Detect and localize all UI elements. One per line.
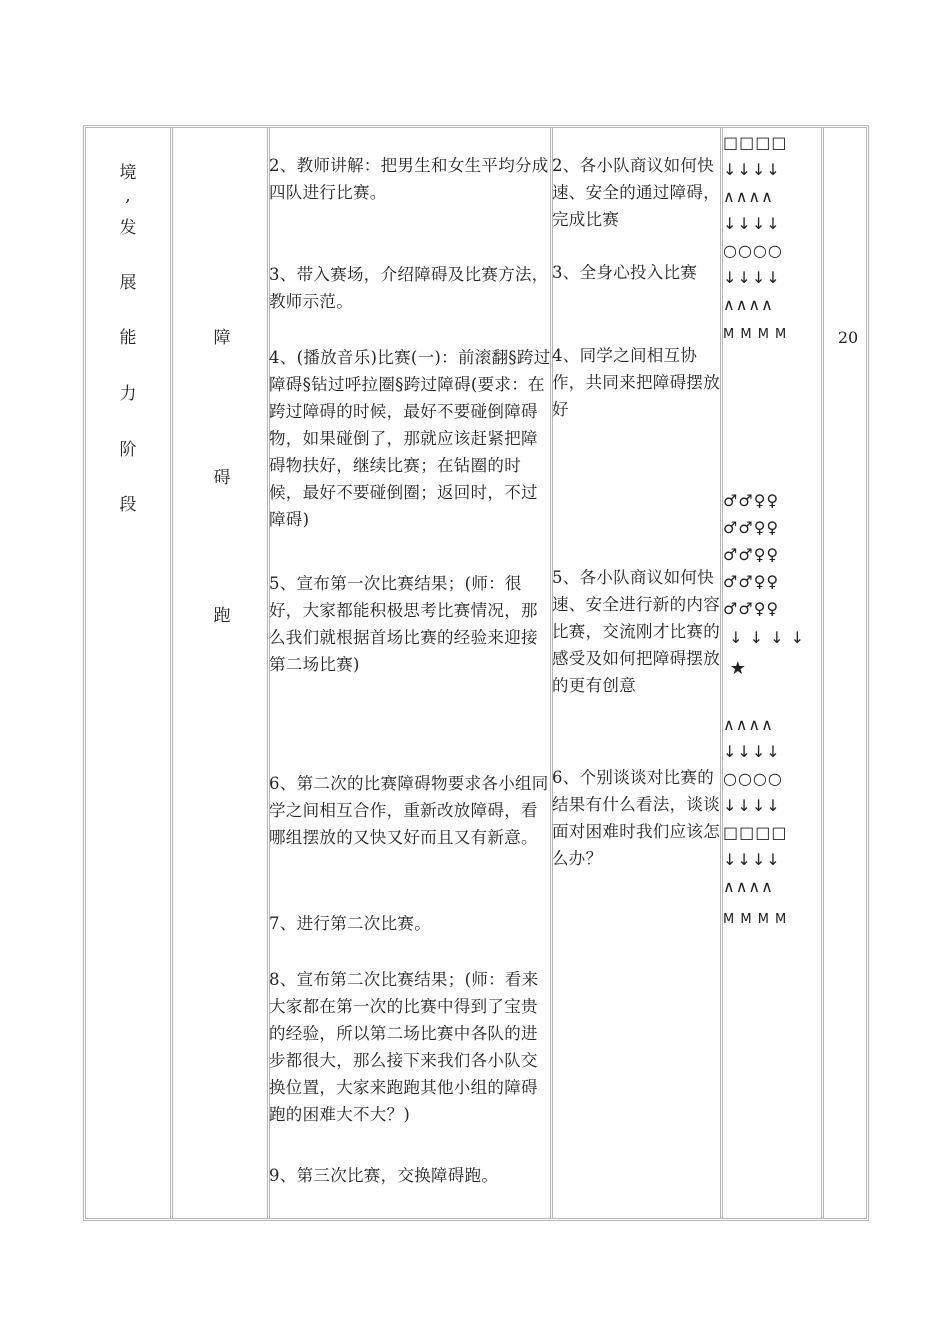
student-step: 5、各小队商议如何快速、安全进行新的内容比赛，交流刚才比赛的感受及如何把障碍摆放的更有创意: [552, 568, 720, 695]
teacher-step: 7、进行第二次比赛。: [269, 914, 431, 933]
organization-diagram: [723, 128, 823, 1218]
formation-row: ↓↓↓↓: [723, 796, 781, 815]
formation-row: ↓↓↓↓: [723, 742, 781, 761]
stage-char: 段: [119, 495, 137, 515]
formation-row: □□□□: [723, 823, 788, 842]
teacher-step: 4、(播放音乐)比赛(一)：前滚翻§跨过障碍§钻过呼拉圈§跨过障碍(要求：在跨过障碍的时候，最好不要碰倒障碍物，如果碰倒了，那就应该赶紧把障碍物扶好，继续比赛；在钻圈的时候，最好不要碰倒圈；返回时，不过障碍): [269, 348, 551, 529]
formation-row: ∧∧∧∧: [723, 877, 774, 896]
item-char: 碍: [213, 468, 231, 488]
stage-char: 力: [119, 384, 137, 404]
column-divider: [170, 128, 173, 1218]
student-step: 4、同学之间相互协作，共同来把障碍摆放好: [552, 346, 720, 419]
teacher-activities: [269, 128, 551, 1218]
stage-char: 能: [119, 328, 137, 348]
team-row: ♂♂♀♀: [723, 599, 780, 618]
stage-char: ,: [125, 186, 131, 206]
item-column: [174, 128, 270, 1218]
teacher-star: ★: [723, 658, 747, 679]
student-step: 2、各小队商议如何快速、安全的通过障碍，完成比赛: [552, 156, 720, 229]
team-row: ♂♂♀♀: [723, 491, 780, 510]
team-arrows: ↓ ↓ ↓ ↓: [723, 628, 805, 647]
formation-row: ○○○○: [723, 769, 783, 788]
teacher-step: 2、教师讲解：把男生和女生平均分成四队进行比赛。: [269, 156, 549, 202]
team-row: ♂♂♀♀: [723, 518, 780, 537]
formation-row: ○○○○: [723, 241, 783, 260]
item-char: 跑: [213, 606, 231, 626]
stage-column: [86, 128, 170, 1218]
student-activities: [552, 128, 722, 1218]
formation-row: ∧∧∧∧: [723, 295, 774, 314]
student-step: 6、个别谈谈对比赛的结果有什么看法，谈谈面对困难时我们应该怎么办？: [552, 768, 720, 868]
team-row: ♂♂♀♀: [723, 545, 780, 564]
teacher-step: 3、带入赛场，介绍障碍及比赛方法，教师示范。: [269, 265, 549, 311]
teacher-step: 5、宣布第一次比赛结果；(师：很好，大家都能积极思考比赛情况，那么我们就根据首场比赛的经验来迎接第二场比赛): [269, 574, 538, 674]
student-step: 3、全身心投入比赛: [552, 263, 698, 282]
lesson-plan-table: [83, 125, 869, 1221]
time-minutes: 20: [837, 328, 859, 347]
formation-row: M M M M: [723, 327, 788, 342]
formation-row: ↓↓↓↓: [723, 214, 781, 233]
formation-row: ∧∧∧∧: [723, 715, 774, 734]
formation-row: ↓↓↓↓: [723, 850, 781, 869]
formation-row: M M M M: [723, 912, 788, 927]
stage-char: 阶: [119, 440, 137, 460]
formation-row: ↓↓↓↓: [723, 268, 781, 287]
team-row: ♂♂♀♀: [723, 572, 780, 591]
item-char: 障: [213, 328, 231, 348]
formation-row: □□□□: [723, 133, 788, 152]
stage-char: 发: [119, 218, 137, 238]
teacher-step: 9、第三次比赛，交换障碍跑。: [269, 1166, 499, 1185]
formation-row: ↓↓↓↓: [723, 160, 781, 179]
teacher-step: 6、第二次的比赛障碍物要求各小组同学之间相互合作，重新改放障碍，看哪组摆放的又快又好而且又有新意。: [269, 774, 549, 847]
stage-char: 境: [119, 163, 137, 183]
stage-char: 展: [119, 273, 137, 293]
formation-row: ∧∧∧∧: [723, 187, 774, 206]
teacher-step: 8、宣布第二次比赛结果；(师：看来大家都在第一次的比赛中得到了宝贵的经验，所以第二场比赛中各队的进步都很大，那么接下来我们各小队交换位置，大家来跑跑其他小组的障碍跑的困难大不大？): [269, 970, 539, 1124]
